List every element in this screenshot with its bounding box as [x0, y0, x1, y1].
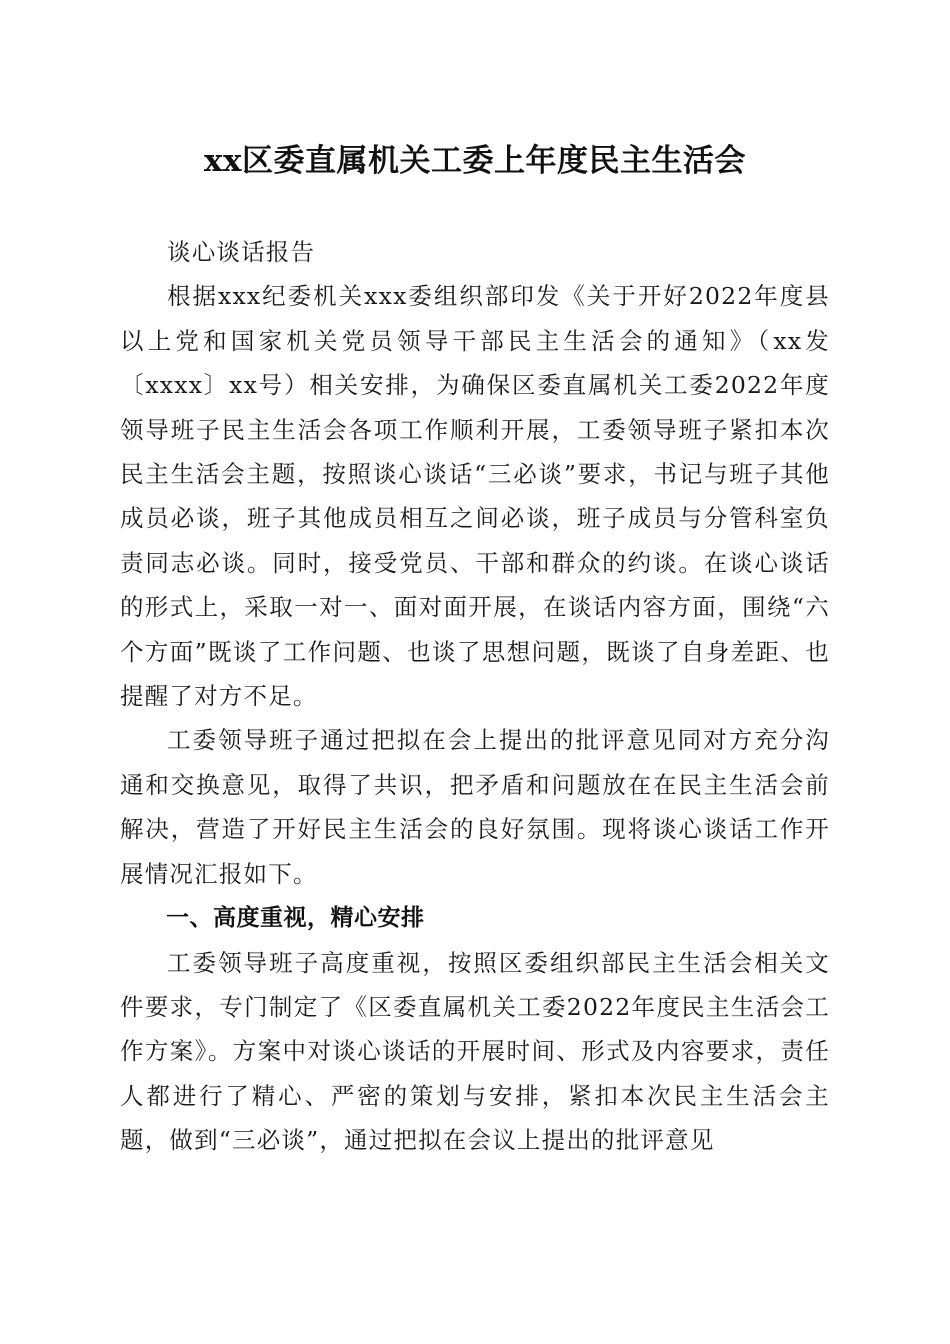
- document-subtitle: 谈心谈话报告: [167, 238, 316, 266]
- body-paragraph: 工委领导班子通过把拟在会上提出的批评意见同对方充分沟通和交换意见，取得了共识，把矛盾和问题放在在民主生活会前解决，营造了开好民主生活会的良好氛围。现将谈心谈话工作开展情况汇报如下。: [120, 726, 830, 888]
- document-title: xx区委直属机关工委上年度民主生活会: [204, 143, 746, 179]
- section-paragraph: 工委领导班子高度重视，按照区委组织部民主生活会相关文件要求，专门制定了《区委直属机关工委2022年度民主生活会工作方案》。方案中对谈心谈话的开展时间、形式及内容要求，责任人都进行了精心、严密的策划与安排，紧扣本次民主生活会主题，做到“三必谈”，通过把拟在会议上提出的批评意见: [120, 948, 830, 1155]
- section-heading: 一、高度重视，精心安排: [166, 905, 425, 932]
- document-body: [120, 230, 830, 1163]
- body-paragraph: 根据xxx纪委机关xxx委组织部印发《关于开好2022年度县以上党和国家机关党员领导干部民主生活会的通知》（xx发〔xxxx〕xx号）相关安排，为确保区委直属机关工委2022年度领导班子民主生活会各项工作顺利开展，工委领导班子紧扣本次民主生活会主题，按照谈心谈话“三必谈”要求，书记与班子其他成员必谈，班子其他成员相互之间必谈，班子成员与分管科室负责同志必谈。同时，接受党员、干部和群众的约谈。在谈心谈话的形式上，采取一对一、面对面开展，在谈话内容方面，围绕“六个方面”既谈了工作问题、也谈了思想问题，既谈了自身差距、也提醒了对方不足。: [120, 282, 830, 711]
